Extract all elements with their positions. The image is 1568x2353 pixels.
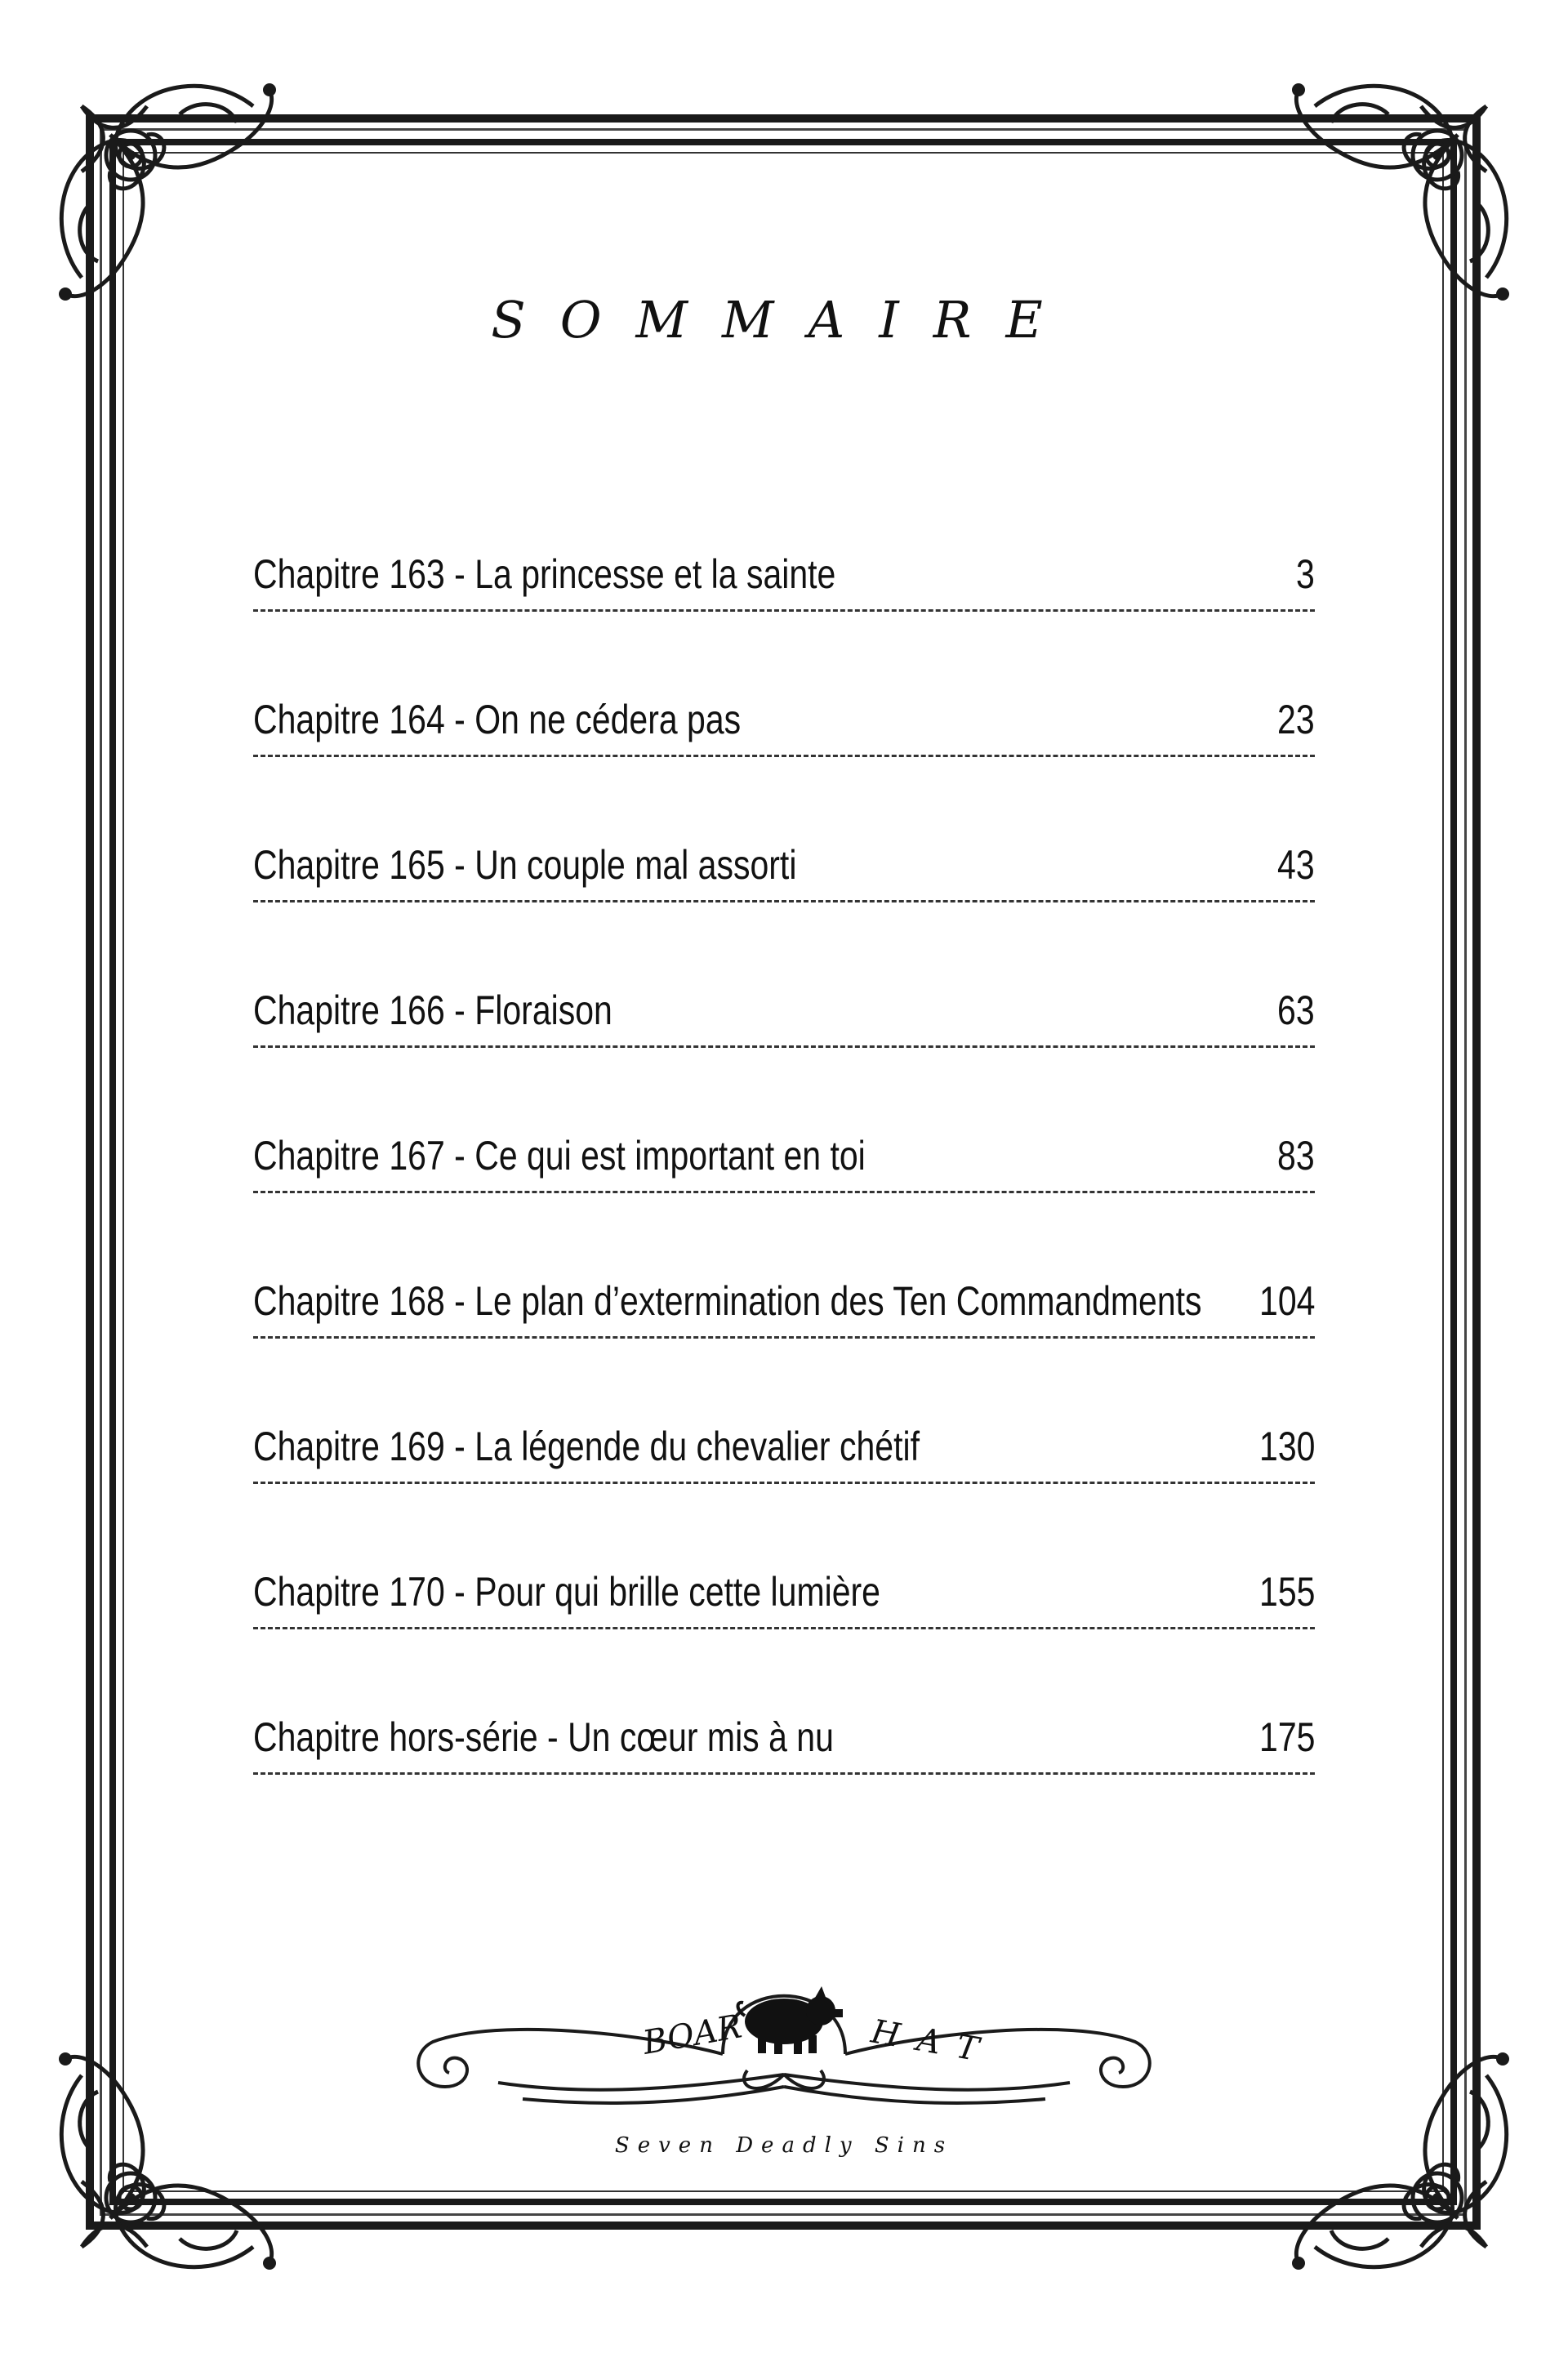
chapter-list [253,523,1315,1831]
chapter-entry [253,1686,1315,1831]
chapter-page-number: 83 [1277,1133,1315,1179]
dashed-divider [253,755,1315,757]
chapter-page-number: 43 [1277,842,1315,888]
dashed-divider [253,900,1315,902]
chapter-entry [253,1540,1315,1686]
ornament-corner-icon [1266,57,1535,327]
chapter-entry [253,668,1315,813]
dashed-divider [253,1627,1315,1629]
chapter-entry [253,959,1315,1104]
dashed-divider [253,1772,1315,1775]
chapter-page-number: 104 [1258,1278,1315,1324]
chapter-entry [253,813,1315,959]
chapter-page-number: 155 [1258,1569,1315,1615]
chapter-entry [253,1250,1315,1395]
chapter-page-number: 63 [1277,987,1315,1033]
chapter-title: Chapitre 163 - La princesse et la sainte [253,551,836,597]
logo-left-word: BOAR [639,2008,745,2062]
chapter-page-number: 23 [1277,697,1315,742]
chapter-title: Chapitre 167 - Ce qui est important en toi [253,1133,866,1179]
chapter-title: Chapitre 169 - La légende du chevalier chétif [253,1424,920,1469]
ornament-corner-icon [33,2026,302,2296]
chapter-title: Chapitre 165 - Un couple mal assorti [253,842,797,888]
dashed-divider [253,609,1315,612]
chapter-page-number: 3 [1296,551,1315,597]
dashed-divider [253,1482,1315,1484]
chapter-title: Chapitre 164 - On ne cédera pas [253,697,742,742]
logo-right-word: HAT [868,2012,1000,2072]
chapter-entry [253,1104,1315,1250]
chapter-title: Chapitre hors-série - Un cœur mis à nu [253,1714,834,1760]
boar-hat-logo [400,1944,1168,2173]
chapter-title: Chapitre 168 - Le plan d’extermination des Ten Commandments [253,1278,1202,1324]
chapter-title: Chapitre 170 - Pour qui brille cette lumière [253,1569,880,1615]
dashed-divider [253,1191,1315,1193]
chapter-entry [253,523,1315,668]
ornament-corner-icon [1266,2026,1535,2296]
chapter-page-number: 130 [1258,1424,1315,1469]
dashed-divider [253,1336,1315,1339]
chapter-entry [253,1395,1315,1540]
page-title: SOMMAIRE [491,290,1077,350]
logo-subtitle: Seven Deadly Sins [614,2133,954,2158]
ornament-corner-icon [33,57,302,327]
dashed-divider [253,1045,1315,1048]
chapter-page-number: 175 [1258,1714,1315,1760]
chapter-title: Chapitre 166 - Floraison [253,987,612,1033]
